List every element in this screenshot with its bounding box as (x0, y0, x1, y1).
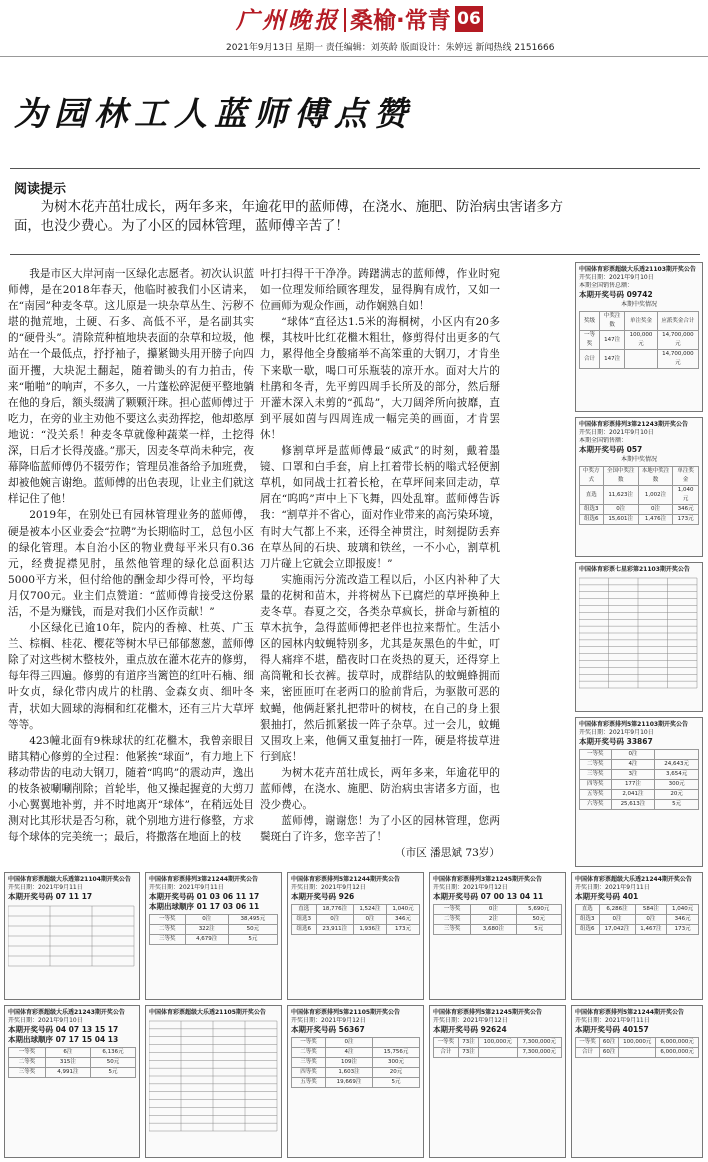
masthead (0, 0, 708, 60)
table-cell: 3,654元 (655, 770, 699, 780)
table-cell: 14,700,000元 (657, 331, 698, 350)
paragraph: 实施雨污分流改造工程以后，小区内补种了大量的花树和苗木，并将树丛下已腐烂的草坪换种上麦冬草。春夏之交，各类杂草疯长，拼命与新植的草木抗争，急得蓝师傅把老伴也拉来帮忙。生活小区的园林内蚊蝇特别多，尤其是灰黑色的牛虻，叮得人痛痒不堪，酷夜时口在炎热的夏天，还得穿上高筒靴和长衣裤。拔草时，成群结队的蚊蝇蜂拥而来，密匝匝叮在老两口的脸前背后，为驱散可恶的蚊蝇，他俩赶紧扎把带叶的树枝，在自己的身上狠狠抽打，然后抓紧拔一阵子杂草。过一会儿，蚊蝇又围攻上来，他俩又重复抽打一阵，硬是将拔草进行到底！ (260, 573, 500, 763)
table-cell: 50元 (228, 925, 277, 935)
notice-number: 本期开奖号码 07 00 13 04 11 (433, 892, 544, 901)
table-row (292, 1078, 420, 1088)
prize-table (8, 1047, 136, 1078)
table-cell (372, 1038, 419, 1048)
notice-title: 中国体育彩票排列5第21245期开奖公告 (433, 1009, 543, 1016)
table-cell: 346元 (673, 505, 699, 515)
table-row (580, 331, 699, 350)
paragraph: 423幢北面有9株球状的红花檵木，我曾亲眼目睹其精心修剪的全过程：他紧挨“球面”，有力地上下移动带齿的电动大钢刀，随着“呜呜”的震动声，逸出的枝条被唰唰削除；首轮毕，他又操起握竟的大剪刀小心翼翼地补剪，并不时地离开“球体”，在稍远处目测对比其形状是否匀称，就个别地方进行修整，方求每个球体的完美统一；最后，将撒落在地面上的枝 (8, 734, 254, 844)
table-cell: 100,000元 (625, 331, 657, 350)
notice-title: 中国体育彩票超级大乐透21244期开奖公告 (575, 876, 692, 883)
table-row (576, 905, 699, 915)
section-name: 桑榆·常青 (350, 8, 451, 34)
table-cell: 5,690元 (516, 905, 561, 915)
table-cell: 组选6 (292, 925, 317, 935)
notice-subtitle: 本期中奖情况 (620, 456, 657, 463)
table-row (434, 915, 562, 925)
table-row (580, 790, 699, 800)
table-cell: 二等奖 (9, 1058, 46, 1068)
body-rule (10, 254, 700, 255)
table-cell: 5元 (655, 800, 699, 810)
table-cell: 1,524注 (353, 905, 386, 915)
table-cell: 0注 (185, 915, 228, 925)
notice-date: 开奖日期：2021年9月11日 (575, 1017, 650, 1024)
lottery-notice (575, 562, 703, 712)
table-cell: 173元 (673, 515, 699, 525)
notice-number: 本期开奖号码 057 (579, 445, 643, 454)
table-header: 中奖注数 (599, 312, 624, 331)
table-cell: 三等奖 (150, 935, 186, 945)
notice-title: 中国体育彩票超级大乐透21243期开奖公告 (8, 1009, 125, 1016)
prize-table (433, 904, 562, 935)
table-cell: 1,467注 (635, 925, 667, 935)
table-cell: 0注 (316, 915, 353, 925)
lottery-notice (145, 872, 282, 1000)
notice-title: 中国体育彩票排列5第21103期开奖公告 (579, 721, 689, 728)
table-cell: 60注 (599, 1038, 618, 1048)
table-row (580, 350, 699, 369)
table-cell: 73注 (458, 1038, 478, 1048)
table-cell: 组选3 (576, 915, 600, 925)
notice-date: 开奖日期：2021年9月10日 (579, 729, 654, 736)
table-cell: 6,000,000元 (656, 1048, 699, 1058)
notice-title: 中国体育彩票排列5第21244期开奖公告 (291, 876, 401, 883)
table-header: 应派奖金合计 (657, 312, 698, 331)
table-cell: 一等奖 (580, 750, 612, 760)
table-cell: 25,613注 (611, 800, 655, 810)
table-cell (655, 750, 699, 760)
table-cell: 100,000元 (479, 1038, 517, 1048)
notice-number: 本期开奖号码 01 03 06 11 17 (149, 892, 260, 901)
table-cell: 0注 (471, 905, 516, 915)
table-cell (479, 1048, 517, 1058)
author-signature: （市区 潘思斌 73岁） (395, 847, 500, 860)
table-cell: 20元 (372, 1068, 419, 1078)
table-cell: 173元 (386, 925, 419, 935)
table-cell (619, 1048, 656, 1058)
table-cell: 组选3 (580, 505, 604, 515)
notice-date: 开奖日期：2021年9月12日 (433, 1017, 508, 1024)
table-cell: 4,991注 (45, 1068, 90, 1078)
dense-prize-table (8, 902, 136, 982)
lottery-notice (575, 417, 703, 557)
table-cell: 4注 (325, 1048, 372, 1058)
notice-number: 本期开奖号码 04 07 13 15 17 (8, 1025, 119, 1034)
table-cell: 5元 (90, 1068, 135, 1078)
table-header: 本地中奖注数 (638, 467, 672, 486)
article-column-2 (260, 266, 500, 861)
masthead-divider (344, 8, 346, 32)
prize-table (575, 1037, 699, 1058)
lottery-notice (429, 1005, 566, 1158)
table-cell: 四等奖 (292, 1068, 326, 1078)
table-cell: 3注 (611, 770, 655, 780)
table-cell: 四等奖 (580, 780, 612, 790)
table-cell: 23,911注 (316, 925, 353, 935)
prize-table (291, 904, 420, 935)
table-cell: 0注 (611, 750, 655, 760)
table-cell: 50元 (90, 1058, 135, 1068)
table-row (434, 1038, 562, 1048)
notice-date: 开奖日期：2021年9月10日 (579, 274, 654, 281)
table-cell: 346元 (386, 915, 419, 925)
lottery-notice (571, 1005, 703, 1158)
table-cell: 5元 (372, 1078, 419, 1088)
table-cell: 1,040元 (386, 905, 419, 915)
table-cell: 17,042注 (599, 925, 635, 935)
table-row (580, 770, 699, 780)
table-cell: 直选 (576, 905, 600, 915)
lead-label: 阅读提示 (14, 182, 67, 197)
table-cell: 1,936注 (353, 925, 386, 935)
notice-date: 开奖日期：2021年9月12日 (291, 884, 366, 891)
notice-subtitle: 本期中奖情况 (620, 301, 657, 308)
table-cell: 15,756元 (372, 1048, 419, 1058)
notice-title: 中国体育彩票超级大乐透21103期开奖公告 (579, 266, 696, 273)
table-cell: 五等奖 (580, 790, 612, 800)
table-header: 奖级 (580, 312, 600, 331)
table-cell: 7,300,000元 (517, 1038, 562, 1048)
table-cell: 0注 (603, 505, 638, 515)
notice-number: 本期开奖号码 40157 (575, 1025, 649, 1034)
notice-title: 中国体育彩票排列3第21244期开奖公告 (149, 876, 259, 883)
table-row (292, 1068, 420, 1078)
table-header: 中奖方式 (580, 467, 604, 486)
lottery-notice (4, 872, 140, 1000)
table-cell: 六等奖 (580, 800, 612, 810)
table-cell: 18,776注 (316, 905, 353, 915)
table-cell: 2注 (471, 915, 516, 925)
table-cell: 直选 (292, 905, 317, 915)
table-cell: 1,040元 (673, 486, 699, 505)
table-cell: 6,000,000元 (656, 1038, 699, 1048)
table-row (9, 1058, 136, 1068)
notice-number: 本期开奖号码 92624 (433, 1025, 507, 1034)
table-row (292, 1058, 420, 1068)
table-cell: 14,700,000元 (657, 350, 698, 369)
table-row (580, 800, 699, 810)
table-cell: 五等奖 (292, 1078, 326, 1088)
table-row (434, 905, 562, 915)
notice-date: 开奖日期：2021年9月10日 (8, 1017, 83, 1024)
lead-text: 为树木花卉茁壮成长，两年多来，年逾花甲的蓝师傅，在浇水、施肥、防治病虫害诸多方面，也没少费心。为了小区的园林管理，蓝师傅辛苦了！ (14, 200, 564, 234)
table-cell: 一等奖 (434, 1038, 459, 1048)
table-cell (625, 350, 657, 369)
table-row (576, 925, 699, 935)
table-cell: 147注 (599, 331, 624, 350)
table-cell: 100,000元 (619, 1038, 656, 1048)
lottery-notice (575, 717, 703, 867)
table-row (576, 1038, 699, 1048)
notice-date: 开奖日期：2021年9月12日 (433, 884, 508, 891)
notice-number: 本期开奖号码 56367 (291, 1025, 365, 1034)
table-cell: 三等奖 (580, 770, 612, 780)
notice-date: 开奖日期：2021年9月11日 (149, 884, 224, 891)
table-cell: 60注 (599, 1048, 618, 1058)
table-row (580, 505, 699, 515)
table-cell: 147注 (599, 350, 624, 369)
masthead-rule (0, 56, 708, 57)
table-cell: 0注 (325, 1038, 372, 1048)
table-cell: 7,300,000元 (517, 1048, 562, 1058)
paragraph: “球体”直径达1.5米的海桐树，小区内有20多棵，其枝叶比红花檵木粗壮，修剪得付出更多的气力，累得他全身酸痛举不高笨重的大钢刀，才肯坐下来歇一歇，喝口可乐瓶装的凉开水。面对大片的杜鹃和冬青，先平剪四周手长所及的部分，然后掰开灌木深入未剪的“孤岛”，大刀阔斧所向披靡，直到平展如茵与四周连成一幅完美的画面，才肯罢休！ (260, 316, 500, 441)
paragraph: 小区绿化已逾10年，院内的香樟、杜英、广玉兰、棕榈、桂花、樱花等树木早已郁郁葱葱，蓝师傅除了对这些树木整枝外，重点放在灌木花卉的修剪，每年得三四遍。修剪的有道序当篱笆的红叶石楠、细叶女贞，绿化带内成片的杜鹃、金森女贞、细叶冬青，状如大圆球的海桐和红花檵木，还有三片大草坪等等。 (8, 622, 254, 731)
notice-date: 开奖日期：2021年9月11日 (8, 884, 83, 891)
notice-title: 中国体育彩票排列5第21105期开奖公告 (291, 1009, 401, 1016)
lottery-notice (287, 872, 424, 1000)
table-cell: 一等奖 (580, 331, 600, 350)
table-row (292, 1038, 420, 1048)
table-row (576, 915, 699, 925)
table-cell: 0注 (353, 915, 386, 925)
notice-title: 中国体育彩票排列3第21245期开奖公告 (433, 876, 543, 883)
table-header: 全国中奖注数 (603, 467, 638, 486)
notice-title: 中国体育彩票排列5第21244期开奖公告 (575, 1009, 685, 1016)
table-cell: 直选 (580, 486, 604, 505)
table-cell: 5元 (516, 925, 561, 935)
table-cell: 一等奖 (292, 1038, 326, 1048)
masthead-info: 2021年9月13日 星期一 责任编辑：刘英龄 版面设计：朱婷远 新闻热线 2151666 (226, 43, 555, 53)
table-cell: 6,286注 (599, 905, 635, 915)
table-cell: 0注 (635, 915, 667, 925)
table-row (292, 925, 420, 935)
table-cell: 6注 (45, 1048, 90, 1058)
page-number: 06 (455, 6, 483, 32)
table-cell: 24,643元 (655, 760, 699, 770)
table-cell: 合计 (434, 1048, 459, 1058)
lottery-notice (575, 262, 703, 412)
table-cell: 346元 (667, 915, 699, 925)
table-cell: 1,603注 (325, 1068, 372, 1078)
table-row (150, 935, 278, 945)
prize-table (579, 749, 699, 810)
lottery-notice (429, 872, 566, 1000)
table-cell: 5元 (228, 935, 277, 945)
article-column-1 (8, 266, 254, 845)
table-header: 单注奖金 (673, 467, 699, 486)
table-row (150, 925, 278, 935)
table-cell: 二等奖 (292, 1048, 326, 1058)
paragraph: 叶打扫得干干净净。踌躇满志的蓝师傅，作业时宛如一位理发师给顾客理发，显得胸有成竹，又如一位画师为观众作画，动作娴熟自如！ (260, 268, 500, 313)
dense-prize-table (149, 1017, 279, 1152)
paragraph: 2019年，在别处已有园林管理业务的蓝师傅，硬是被本小区业委会“拉聘”为长期临时工，总包小区的绿化管理。本自治小区的物业费每平米只有0.36元，经费捉襟见肘，虽然他管理的绿化总面积达5000平方米，但付给他的酬金却少得可怜，平均每月仅700元。业主们点赞道：“蓝师傅肯接受这份累活，不是为赚钱，而是对我们小区作贡献！” (8, 509, 254, 618)
prize-table (575, 904, 699, 935)
notice-title: 中国体育彩票排列3第21243期开奖公告 (579, 421, 689, 428)
table-cell: 1,002注 (638, 486, 672, 505)
notice-title: 中国体育彩票七星彩第21103期开奖公告 (579, 566, 690, 573)
table-cell: 二等奖 (150, 925, 186, 935)
lottery-notice (145, 1005, 282, 1158)
table-cell: 315注 (45, 1058, 90, 1068)
notice-number: 本期开奖号码 09742 (579, 290, 653, 299)
table-cell: 组选3 (292, 915, 317, 925)
table-cell: 0注 (599, 915, 635, 925)
table-row (580, 780, 699, 790)
notice-order: 本期出球顺序 01 17 03 06 11 (149, 902, 260, 911)
prize-table (579, 466, 699, 525)
table-row (150, 915, 278, 925)
table-row (9, 1068, 136, 1078)
notice-date: 开奖日期：2021年9月12日 (291, 1017, 366, 1024)
table-row (292, 1048, 420, 1058)
table-cell: 一等奖 (150, 915, 186, 925)
dense-prize-table (579, 574, 699, 702)
notice-title: 中国体育彩票超级大乐透21105期开奖公告 (149, 1009, 266, 1016)
lottery-notice (4, 1005, 140, 1158)
table-cell: 合计 (576, 1048, 600, 1058)
table-row (580, 515, 699, 525)
table-header: 单注奖金 (625, 312, 657, 331)
table-cell: 3,680注 (471, 925, 516, 935)
table-cell: 1,476注 (638, 515, 672, 525)
table-cell: 三等奖 (292, 1058, 326, 1068)
table-row (576, 1048, 699, 1058)
table-cell: 173元 (667, 925, 699, 935)
table-cell: 19,669注 (325, 1078, 372, 1088)
prize-table (433, 1037, 562, 1058)
notice-sales: 本期全国销售额： (579, 437, 628, 444)
notice-number: 本期开奖号码 33867 (579, 737, 653, 746)
table-cell: 11,623注 (603, 486, 638, 505)
table-cell: 73注 (458, 1048, 478, 1058)
newspaper-name: 广州晚报 (236, 7, 340, 34)
paragraph: 为树木花卉茁壮成长，两年多来，年逾花甲的蓝师傅，在浇水、施肥、防治病虫害诸多方面，也没少费心。 (260, 766, 500, 812)
table-cell: 109注 (325, 1058, 372, 1068)
table-cell: 322注 (185, 925, 228, 935)
notice-order: 本期出球顺序 07 17 15 04 13 (8, 1035, 119, 1044)
table-row (434, 925, 562, 935)
table-cell: 三等奖 (434, 925, 471, 935)
table-cell: 合计 (580, 350, 600, 369)
table-cell: 177注 (611, 780, 655, 790)
headline-rule (10, 168, 700, 169)
table-cell: 0注 (638, 505, 672, 515)
table-cell: 15,601注 (603, 515, 638, 525)
table-cell: 584注 (635, 905, 667, 915)
table-cell: 20元 (655, 790, 699, 800)
notice-number: 本期开奖号码 07 11 17 (8, 892, 93, 901)
paragraph: 修割草坪是蓝师傅最“威武”的时刻，戴着墨镜、口罩和白手套，肩上扛着带长柄的嗡式轻便割草机，如同战士扛着长枪，在草坪间来回走动，草屑在“呜呜”声中上下飞舞，四处乱窜。蓝师傅告诉我：“割草并不省心，面对作业带来的高污染环境，有时大气都上不来，还得全神贯注，时刻提防丢弃在草丛间的石块、玻璃和铁丝，一不小心，割草机刀片碰上它就会立即报废！” (260, 445, 500, 570)
headline: 为园林工人蓝师傅点赞 (14, 94, 414, 133)
notice-number: 本期开奖号码 926 (291, 892, 355, 901)
table-cell: 一等奖 (9, 1048, 46, 1058)
table-cell: 组选6 (580, 515, 604, 525)
notice-title: 中国体育彩票超级大乐透第21104期开奖公告 (8, 876, 131, 883)
notice-date: 开奖日期：2021年9月11日 (575, 884, 650, 891)
table-cell: 4注 (611, 760, 655, 770)
lottery-notice (571, 872, 703, 1000)
table-row (292, 905, 420, 915)
table-row (9, 1048, 136, 1058)
notice-date: 开奖日期：2021年9月10日 (579, 429, 654, 436)
table-cell: 一等奖 (434, 905, 471, 915)
prize-table (149, 914, 278, 945)
table-cell: 4,679注 (185, 935, 228, 945)
table-cell: 一等奖 (576, 1038, 600, 1048)
table-row (580, 750, 699, 760)
table-row (434, 1048, 562, 1058)
prize-table (579, 311, 699, 369)
table-row (292, 915, 420, 925)
table-cell: 组选6 (576, 925, 600, 935)
table-cell: 38,495元 (228, 915, 277, 925)
table-cell: 300元 (372, 1058, 419, 1068)
table-cell: 二等奖 (434, 915, 471, 925)
paragraph: 我是市区大岸河南一区绿化志愿者。初次认识蓝师傅，是在2018年春天，他临时被我们小区请来，在“南园”种麦冬草。这儿原是一块杂草丛生、污秽不堪的抛荒地，土硬、石多、高低不平，是名副其实的“硬骨头”。清除荒种植地块表面的杂草和垃圾，他站在一个最低点，抒抒袖子，攥紧锄头用开膀子向四面开攫，大块泥土翻起，随着锄头的有力拍击，传来“啪啪”的响声，不多久，一片蓬松碎泥便平整地躺在他的身后，额头缀满了颗颗汗珠。担心蓝师傅过于吃力，在旁的业主劝他不要这么卖劲挥挖，他却憨厚地说：“没关系！种麦冬草就像种蔬菜一样，土挖得深，日后才长得茂盛。”那天，因麦冬草尚未种完，夜幕降临蓝师傅仍不辍劳作；管理员准备给予加班费，却被他婉言谢绝。蓝师傅的出色表现，让业主们就这样记住了他！ (8, 268, 254, 506)
table-cell: 1,040元 (667, 905, 699, 915)
table-cell: 2,041注 (611, 790, 655, 800)
prize-table (291, 1037, 420, 1088)
notice-sales: 本期全国销售总额： (579, 282, 634, 289)
table-cell: 50元 (516, 915, 561, 925)
table-row (580, 760, 699, 770)
paragraph: 蓝师傅，谢谢您！为了小区的园林管理，您两鬓斑白了许多，您辛苦了！ (260, 815, 500, 844)
table-row (580, 486, 699, 505)
lottery-notice (287, 1005, 424, 1158)
notice-number: 本期开奖号码 401 (575, 892, 639, 901)
table-cell: 二等奖 (580, 760, 612, 770)
table-cell: 6,136元 (90, 1048, 135, 1058)
table-cell: 三等奖 (9, 1068, 46, 1078)
table-cell: 300元 (655, 780, 699, 790)
